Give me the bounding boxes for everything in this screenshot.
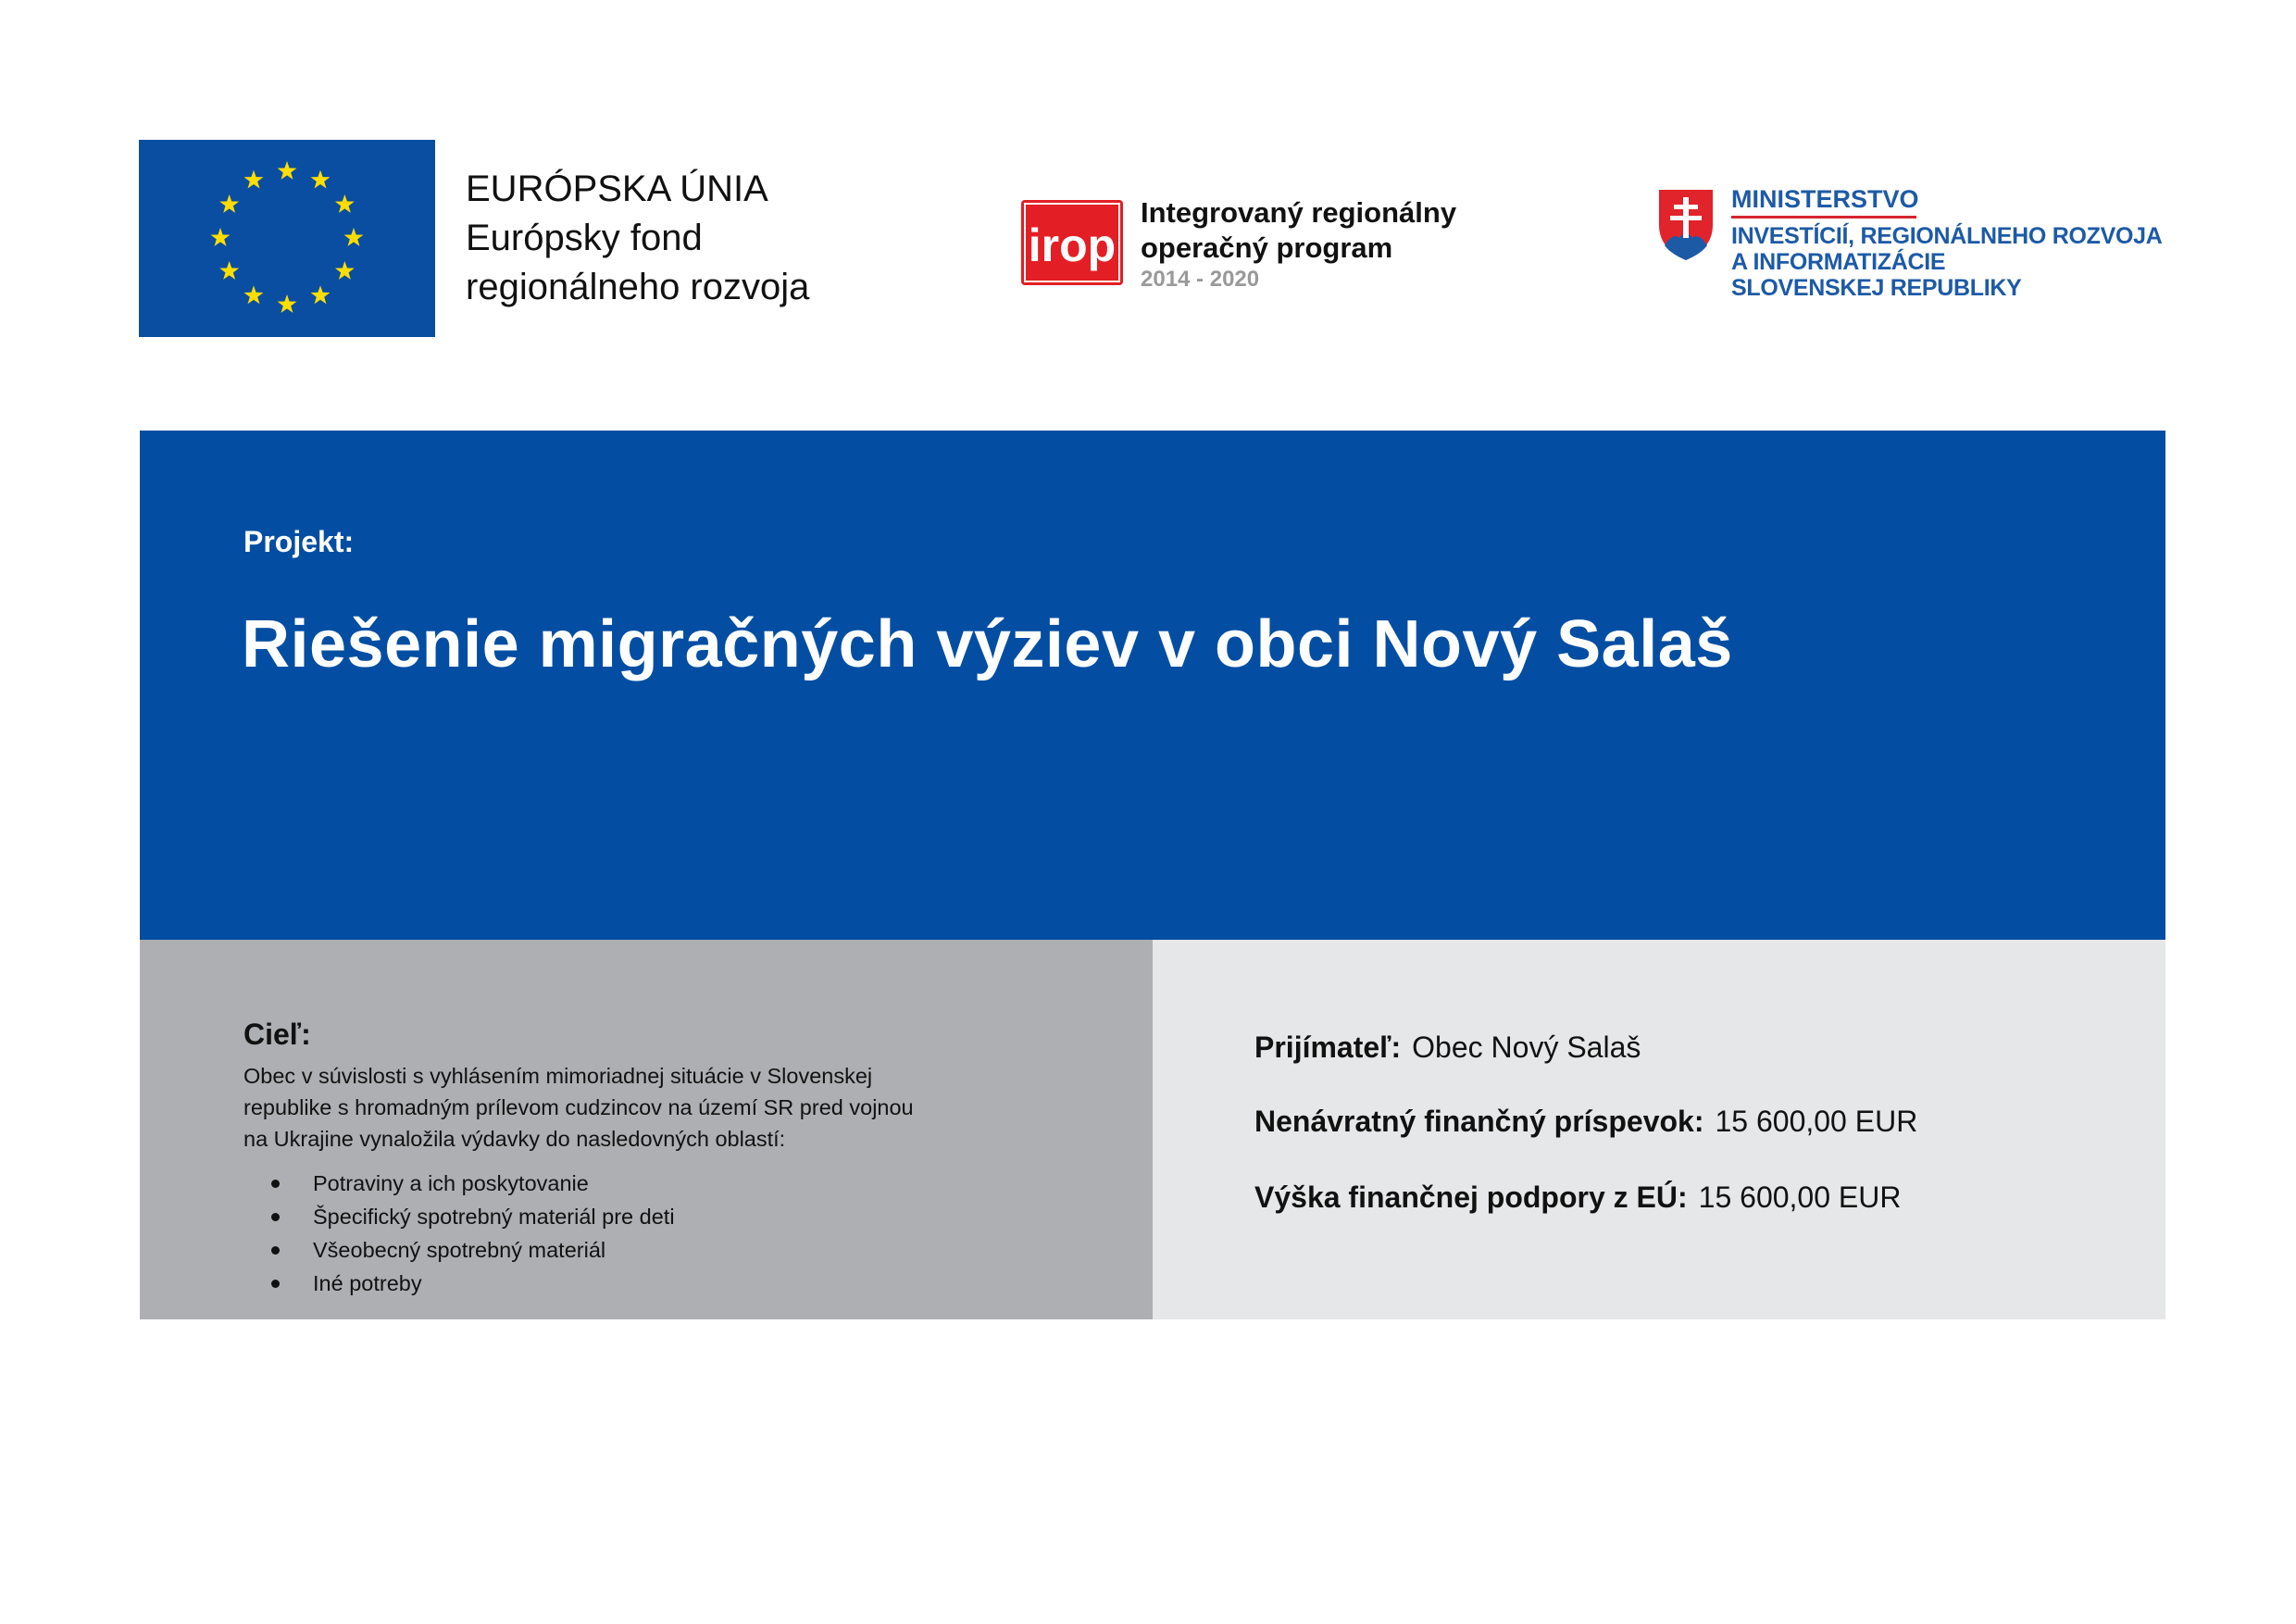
irop-text-block — [1141, 195, 1456, 294]
goal-heading: Cieľ: — [243, 1018, 311, 1051]
list-item: Iné potreby — [243, 1267, 675, 1300]
slovak-coat-of-arms-icon — [1657, 188, 1715, 262]
bullet-icon — [271, 1280, 280, 1288]
eu-text-block — [466, 165, 809, 312]
bullet-icon — [271, 1246, 280, 1255]
list-item: Špecifický spotrebný materiál pre deti — [243, 1200, 675, 1233]
irop-logo-text: irop — [1028, 219, 1117, 271]
recipient-row — [1254, 1031, 1641, 1065]
bullet-icon — [271, 1213, 280, 1221]
grant-row — [1254, 1105, 1917, 1139]
eu-support-row — [1254, 1181, 1901, 1215]
ministry-divider — [1731, 216, 1916, 219]
ministry-line-4: SLOVENSKEJ REPUBLIKY — [1731, 275, 2022, 301]
eu-line-3: regionálneho rozvoja — [466, 267, 810, 307]
eu-support-value: 15 600,00 EUR — [1698, 1181, 1902, 1214]
list-item: Všeobecný spotrebný materiál — [243, 1233, 675, 1267]
irop-years: 2014 - 2020 — [1141, 267, 1260, 292]
goal-description — [243, 1060, 1077, 1155]
goal-line-1: Obec v súvislosti s vyhlásením mimoriadnej situácie v Slovenskej — [243, 1064, 873, 1088]
grant-value: 15 600,00 EUR — [1715, 1105, 1918, 1138]
bullet-icon — [271, 1180, 280, 1188]
goal-list — [243, 1167, 675, 1300]
project-label: Projekt: — [243, 525, 355, 558]
irop-line-2: operačný program — [1141, 231, 1393, 264]
eu-line-2: Európsky fond — [466, 218, 703, 258]
project-title: Riešenie migračných výziev v obci Nový Salaš — [242, 607, 1733, 681]
irop-logo — [1021, 200, 1123, 285]
goal-line-2: republike s hromadným prílevom cudzincov na území SR pred vojnou — [243, 1095, 914, 1119]
eu-stars-icon — [139, 140, 435, 337]
ministry-line-1: MINISTERSTVO — [1731, 185, 1919, 213]
eu-line-1: EURÓPSKA ÚNIA — [466, 169, 768, 209]
eu-support-label: Výška finančnej podpory z EÚ: — [1254, 1181, 1688, 1214]
goal-line-3: na Ukrajine vynaložila výdavky do nasledovných oblastí: — [243, 1127, 786, 1151]
ministry-text-block — [1731, 183, 2162, 301]
irop-line-1: Integrovaný regionálny — [1141, 196, 1457, 229]
info-panel — [1153, 940, 2165, 1319]
eu-flag-logo — [139, 140, 435, 337]
goal-panel — [140, 940, 1153, 1319]
grant-label: Nenávratný finančný príspevok: — [1254, 1105, 1704, 1138]
recipient-label: Prijímateľ: — [1254, 1031, 1402, 1064]
recipient-value: Obec Nový Salaš — [1412, 1031, 1641, 1064]
list-item: Potraviny a ich poskytovanie — [243, 1167, 675, 1200]
project-band — [140, 431, 2165, 940]
ministry-line-3: A INFORMATIZÁCIE — [1731, 249, 1946, 275]
ministry-line-2: INVESTÍCIÍ, REGIONÁLNEHO ROZVOJA — [1731, 223, 2163, 249]
